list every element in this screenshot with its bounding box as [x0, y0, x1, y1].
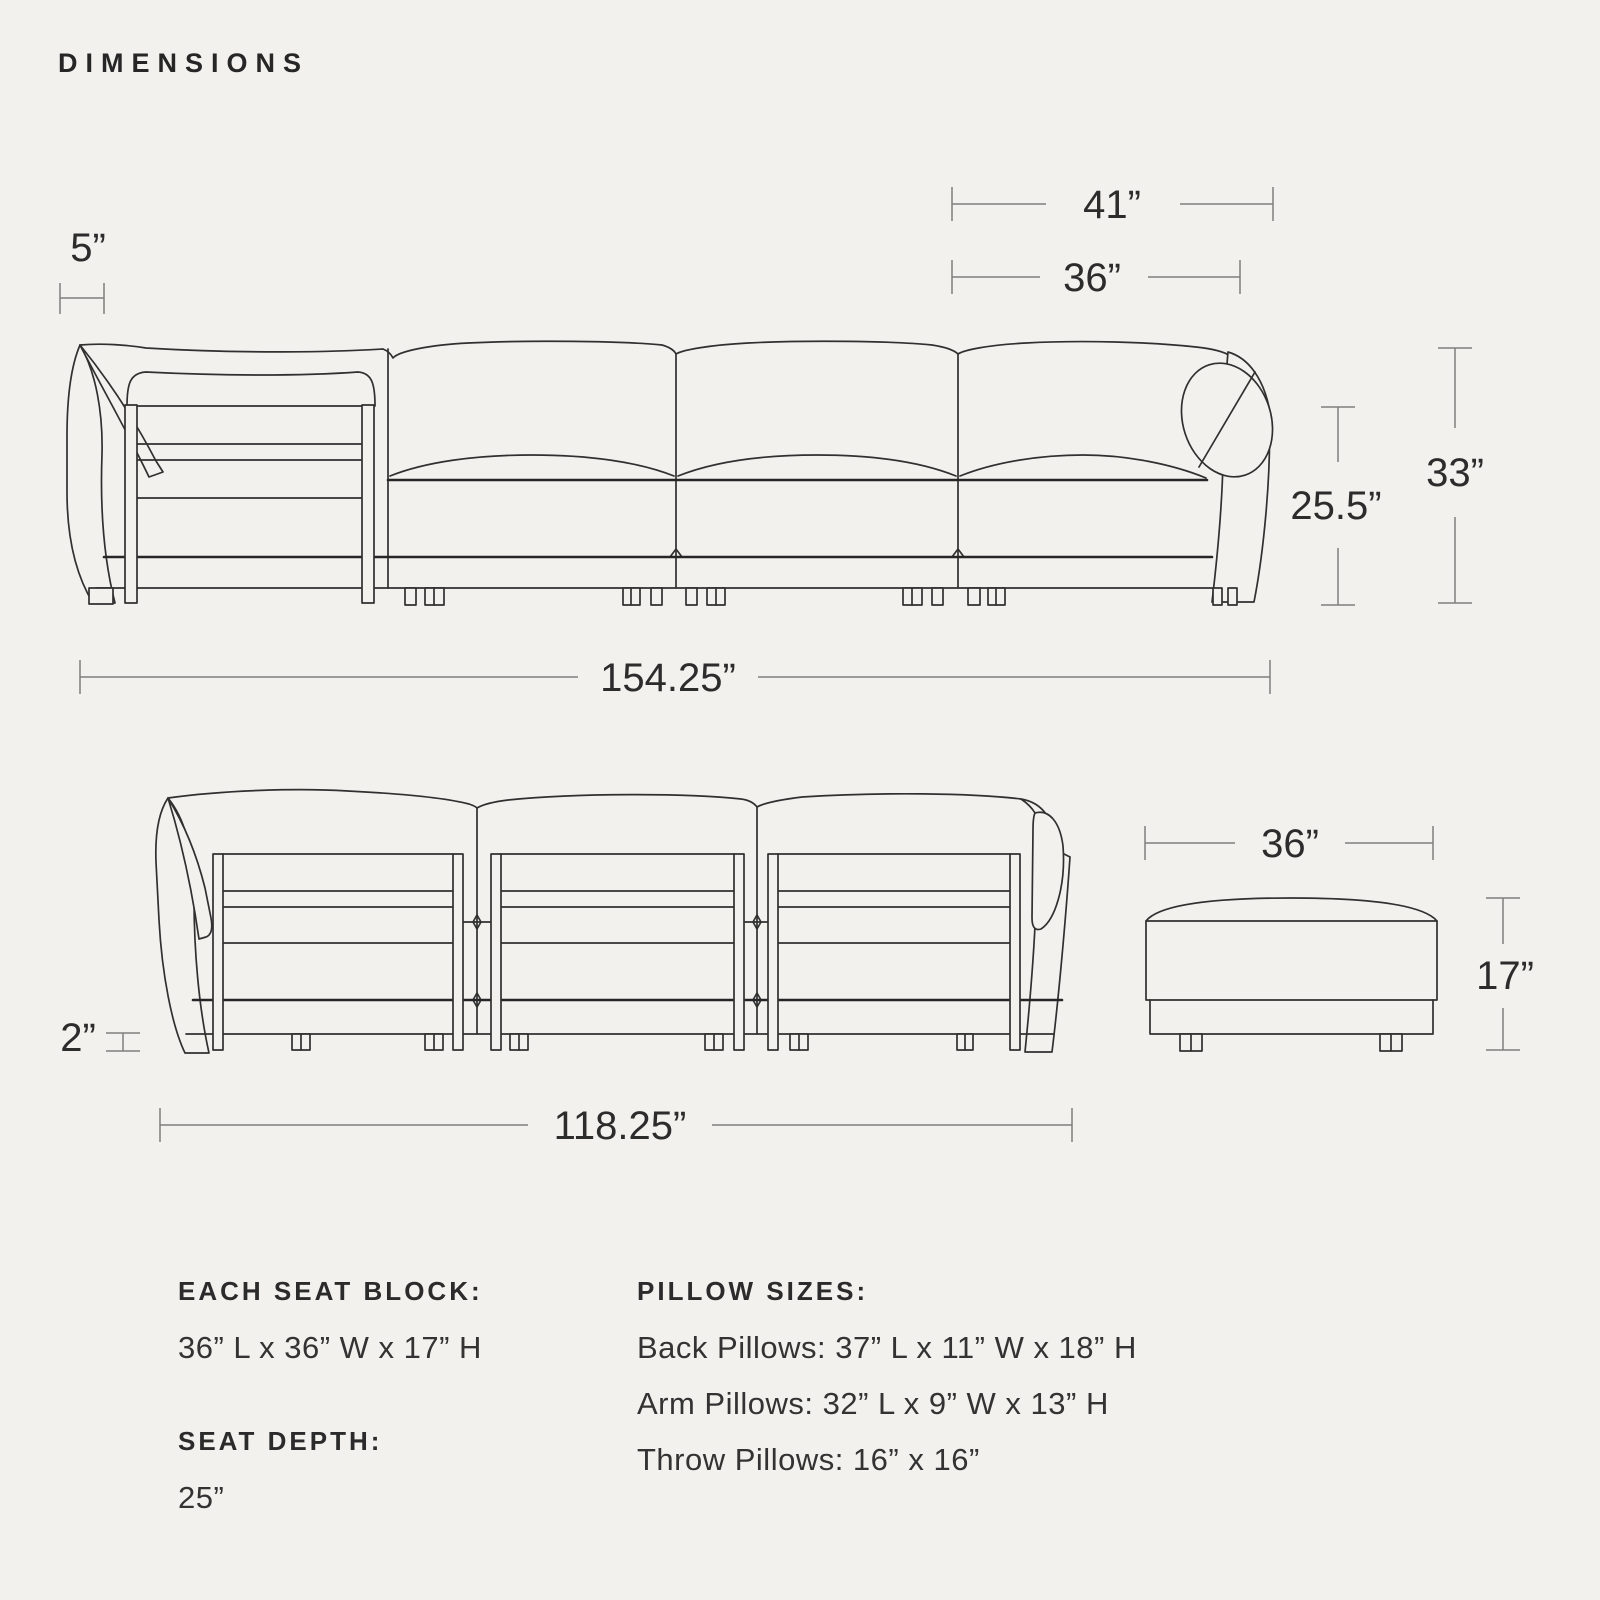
ottoman-body — [1146, 921, 1437, 1000]
sofa-front-elevation — [67, 341, 1287, 605]
back-cushions-outline — [168, 790, 1046, 814]
seat-block-heading: EACH SEAT BLOCK: — [178, 1276, 483, 1306]
ottoman-legs — [1180, 1034, 1402, 1051]
page-title: DIMENSIONS — [58, 48, 310, 78]
dim-arm-width: 5” — [70, 226, 106, 270]
front-seat-cushions — [390, 455, 1206, 478]
dim-ottoman-height: 17” — [1476, 954, 1534, 998]
front-legs — [89, 588, 1237, 605]
dim-end-seat-width: 41” — [1083, 183, 1141, 227]
dim-seat-back-height: 25.5” — [1290, 484, 1382, 528]
seat-block-value: 36” L x 36” W x 17” H — [178, 1330, 482, 1365]
pillow-size-arm: Arm Pillows: 32” L x 9” W x 13” H — [637, 1386, 1109, 1421]
seat-depth-value: 25” — [178, 1480, 225, 1515]
front-corner-frame — [125, 405, 374, 603]
front-back-cushions-outline — [80, 341, 1236, 398]
seat-depth-heading: SEAT DEPTH: — [178, 1426, 383, 1456]
back-frames — [213, 854, 1020, 1050]
pillow-sizes-heading: PILLOW SIZES: — [637, 1276, 869, 1306]
dim-seat-width: 36” — [1063, 256, 1121, 300]
back-view-dimensions — [60, 1016, 1072, 1148]
dim-overall-height: 33” — [1426, 451, 1484, 495]
ottoman-dimensions — [1145, 822, 1534, 1050]
back-seam-nodes — [473, 915, 761, 1007]
pillow-size-throw: Throw Pillows: 16” x 16” — [637, 1442, 980, 1477]
dim-back-length: 118.25” — [553, 1104, 687, 1148]
front-corner-back-cushion — [127, 372, 375, 406]
ottoman-cushion — [1146, 898, 1437, 921]
dim-base-leg-height: 2” — [60, 1016, 96, 1060]
ottoman-plinth — [1150, 1000, 1433, 1034]
sofa-back-elevation — [156, 790, 1070, 1053]
dim-overall-length: 154.25” — [600, 656, 736, 700]
pillow-size-back: Back Pillows: 37” L x 11” W x 18” H — [637, 1330, 1137, 1365]
dim-ottoman-width: 36” — [1261, 822, 1319, 866]
back-legs — [292, 1034, 973, 1050]
ottoman-side-elevation — [1146, 898, 1437, 1051]
